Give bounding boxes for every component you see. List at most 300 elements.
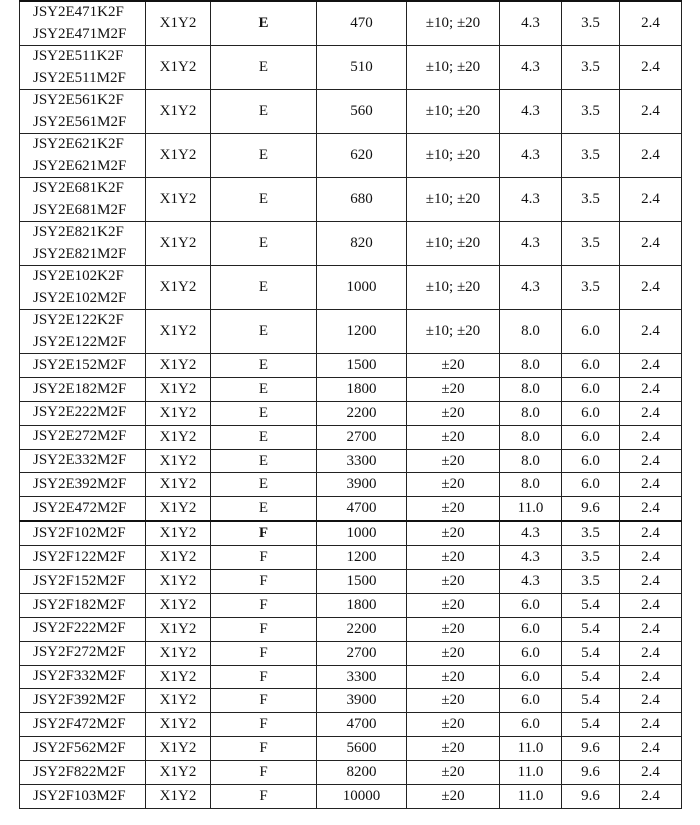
dimension-f-cell: 2.4 — [620, 593, 682, 617]
table-row — [20, 737, 682, 761]
model-number: JSY2E681M2F — [33, 201, 127, 218]
model-number-cell — [20, 473, 146, 497]
code-cell — [211, 425, 317, 449]
model-number: JSY2F272M2F — [33, 644, 126, 661]
dimension-d-cell: 4.3 — [500, 266, 562, 310]
code-cell — [211, 401, 317, 425]
code-letter: E — [258, 323, 269, 339]
tolerance-cell: ±20 — [407, 401, 500, 425]
tolerance-cell: ±10; ±20 — [407, 90, 500, 134]
class-cell: X1Y2 — [146, 1, 211, 46]
model-number-cell — [20, 90, 146, 134]
model-number-cell — [20, 497, 146, 521]
code-cell — [211, 1, 317, 46]
model-number: JSY2E561K2F — [33, 92, 124, 108]
class-cell: X1Y2 — [146, 497, 211, 521]
code-letter: F — [259, 692, 268, 709]
capacitance-cell: 560 — [317, 90, 407, 134]
tolerance-cell: ±20 — [407, 546, 500, 570]
dimension-d-cell: 8.0 — [500, 354, 562, 378]
class-cell: X1Y2 — [146, 713, 211, 737]
code-letter: F — [258, 525, 269, 542]
dimension-f-cell: 2.4 — [620, 617, 682, 641]
dimension-d-cell: 4.3 — [500, 546, 562, 570]
class-cell: X1Y2 — [146, 473, 211, 497]
dimension-d-cell: 4.3 — [500, 134, 562, 178]
capacitance-cell: 1500 — [317, 354, 407, 378]
dimension-f-cell: 2.4 — [620, 737, 682, 761]
model-number-cell — [20, 546, 146, 570]
capacitance-cell: 2700 — [317, 641, 407, 665]
model-number-cell — [20, 266, 146, 310]
table-row — [20, 1, 682, 46]
model-number: JSY2E102M2F — [33, 289, 127, 306]
code-letter: E — [258, 279, 269, 295]
dimension-e-cell: 3.5 — [562, 222, 620, 266]
table-row — [20, 90, 682, 134]
model-number: JSY2E392M2F — [33, 476, 127, 493]
code-cell — [211, 641, 317, 665]
code-letter: E — [258, 356, 269, 373]
code-letter: E — [258, 452, 269, 469]
class-cell: X1Y2 — [146, 521, 211, 545]
dimension-e-cell: 5.4 — [562, 665, 620, 689]
dimension-f-cell: 2.4 — [620, 689, 682, 713]
dimension-d-cell: 4.3 — [500, 178, 562, 222]
code-cell — [211, 134, 317, 178]
model-number: JSY2E471K2F — [33, 4, 124, 20]
tolerance-cell: ±20 — [407, 497, 500, 521]
class-cell: X1Y2 — [146, 46, 211, 90]
code-letter: E — [258, 476, 269, 493]
dimension-e-cell: 9.6 — [562, 737, 620, 761]
dimension-d-cell: 6.0 — [500, 641, 562, 665]
code-cell — [211, 713, 317, 737]
capacitance-cell: 10000 — [317, 785, 407, 809]
dimension-d-cell: 4.3 — [500, 90, 562, 134]
capacitance-cell: 1000 — [317, 521, 407, 545]
model-number: JSY2F822M2F — [33, 763, 126, 780]
capacitance-cell: 1800 — [317, 377, 407, 401]
model-number-cell — [20, 689, 146, 713]
dimension-d-cell: 11.0 — [500, 785, 562, 809]
code-letter: F — [259, 644, 268, 661]
dimension-e-cell: 6.0 — [562, 401, 620, 425]
capacitance-cell: 3900 — [317, 473, 407, 497]
table-row — [20, 785, 682, 809]
capacitor-spec-table — [19, 0, 682, 809]
code-cell — [211, 497, 317, 521]
dimension-d-cell: 11.0 — [500, 497, 562, 521]
dimension-d-cell: 6.0 — [500, 665, 562, 689]
model-number: JSY2F103M2F — [33, 787, 126, 804]
dimension-f-cell: 2.4 — [620, 377, 682, 401]
dimension-f-cell: 2.4 — [620, 665, 682, 689]
class-cell: X1Y2 — [146, 134, 211, 178]
dimension-d-cell: 4.3 — [500, 570, 562, 594]
model-number: JSY2F472M2F — [33, 716, 126, 733]
code-cell — [211, 546, 317, 570]
class-cell: X1Y2 — [146, 377, 211, 401]
code-letter: F — [259, 764, 268, 781]
model-number: JSY2E222M2F — [33, 404, 127, 421]
capacitance-cell: 2700 — [317, 425, 407, 449]
capacitance-cell: 3900 — [317, 689, 407, 713]
class-cell: X1Y2 — [146, 449, 211, 473]
table-row — [20, 354, 682, 378]
table-row — [20, 425, 682, 449]
class-cell: X1Y2 — [146, 354, 211, 378]
dimension-f-cell: 2.4 — [620, 713, 682, 737]
dimension-f-cell: 2.4 — [620, 570, 682, 594]
tolerance-cell: ±10; ±20 — [407, 134, 500, 178]
capacitance-cell: 5600 — [317, 737, 407, 761]
capacitance-cell: 620 — [317, 134, 407, 178]
code-cell — [211, 737, 317, 761]
model-number-cell — [20, 617, 146, 641]
code-letter: E — [258, 500, 269, 517]
tolerance-cell: ±20 — [407, 473, 500, 497]
model-number-cell — [20, 761, 146, 785]
capacitance-cell: 510 — [317, 46, 407, 90]
table-row — [20, 665, 682, 689]
tolerance-cell: ±20 — [407, 377, 500, 401]
dimension-d-cell: 4.3 — [500, 46, 562, 90]
model-number: JSY2F182M2F — [33, 596, 126, 613]
dimension-e-cell: 6.0 — [562, 449, 620, 473]
dimension-f-cell: 2.4 — [620, 521, 682, 545]
model-number: JSY2F332M2F — [33, 668, 126, 685]
code-cell — [211, 178, 317, 222]
dimension-e-cell: 5.4 — [562, 689, 620, 713]
dimension-e-cell: 5.4 — [562, 641, 620, 665]
code-letter: E — [258, 404, 269, 421]
model-number: JSY2F152M2F — [33, 572, 126, 589]
code-letter: F — [259, 549, 268, 566]
dimension-e-cell: 6.0 — [562, 354, 620, 378]
tolerance-cell: ±20 — [407, 761, 500, 785]
class-cell: X1Y2 — [146, 310, 211, 354]
table-row — [20, 473, 682, 497]
tolerance-cell: ±20 — [407, 425, 500, 449]
model-number: JSY2E272M2F — [33, 428, 127, 445]
dimension-f-cell: 2.4 — [620, 178, 682, 222]
model-number-cell — [20, 310, 146, 354]
dimension-e-cell: 3.5 — [562, 546, 620, 570]
code-letter: F — [259, 572, 268, 589]
model-number: JSY2E332M2F — [33, 452, 127, 469]
table-row — [20, 134, 682, 178]
model-number: JSY2E472M2F — [33, 500, 127, 517]
dimension-f-cell: 2.4 — [620, 310, 682, 354]
model-number: JSY2F562M2F — [33, 739, 126, 756]
dimension-f-cell: 2.4 — [620, 401, 682, 425]
dimension-e-cell: 3.5 — [562, 1, 620, 46]
dimension-d-cell: 4.3 — [500, 521, 562, 545]
dimension-f-cell: 2.4 — [620, 449, 682, 473]
model-number: JSY2E122K2F — [33, 312, 124, 328]
dimension-f-cell: 2.4 — [620, 1, 682, 46]
model-number-cell — [20, 178, 146, 222]
tolerance-cell: ±10; ±20 — [407, 1, 500, 46]
model-number: JSY2E152M2F — [33, 356, 127, 373]
dimension-d-cell: 8.0 — [500, 425, 562, 449]
table-row — [20, 761, 682, 785]
class-cell: X1Y2 — [146, 689, 211, 713]
class-cell: X1Y2 — [146, 266, 211, 310]
code-letter: F — [259, 716, 268, 733]
code-cell — [211, 377, 317, 401]
code-cell — [211, 785, 317, 809]
model-number: JSY2F102M2F — [33, 524, 126, 541]
model-number: JSY2E621K2F — [33, 136, 124, 152]
model-number: JSY2E821K2F — [33, 224, 124, 240]
model-number: JSY2F222M2F — [33, 620, 126, 637]
code-cell — [211, 449, 317, 473]
model-number-cell — [20, 570, 146, 594]
dimension-e-cell: 9.6 — [562, 785, 620, 809]
code-letter: E — [258, 428, 269, 445]
code-cell — [211, 310, 317, 354]
model-number: JSY2E821M2F — [33, 245, 127, 262]
dimension-d-cell: 6.0 — [500, 713, 562, 737]
capacitance-cell: 4700 — [317, 713, 407, 737]
tolerance-cell: ±20 — [407, 354, 500, 378]
capacitance-cell: 1200 — [317, 546, 407, 570]
model-number: JSY2E182M2F — [33, 380, 127, 397]
tolerance-cell: ±10; ±20 — [407, 46, 500, 90]
dimension-f-cell: 2.4 — [620, 641, 682, 665]
tolerance-cell: ±20 — [407, 521, 500, 545]
code-letter: F — [259, 596, 268, 613]
dimension-e-cell: 3.5 — [562, 134, 620, 178]
dimension-e-cell: 3.5 — [562, 570, 620, 594]
model-number: JSY2E122M2F — [33, 333, 127, 350]
dimension-e-cell: 3.5 — [562, 90, 620, 134]
class-cell: X1Y2 — [146, 178, 211, 222]
tolerance-cell: ±10; ±20 — [407, 222, 500, 266]
tolerance-cell: ±20 — [407, 641, 500, 665]
code-letter: E — [258, 235, 269, 251]
table-row — [20, 641, 682, 665]
code-letter: F — [259, 787, 268, 804]
capacitance-cell: 1800 — [317, 593, 407, 617]
tolerance-cell: ±10; ±20 — [407, 266, 500, 310]
model-number-cell — [20, 401, 146, 425]
dimension-d-cell: 11.0 — [500, 737, 562, 761]
model-number: JSY2F122M2F — [33, 548, 126, 565]
model-number-cell — [20, 354, 146, 378]
dimension-e-cell: 3.5 — [562, 521, 620, 545]
tolerance-cell: ±20 — [407, 713, 500, 737]
code-cell — [211, 665, 317, 689]
code-letter: E — [258, 15, 269, 31]
capacitance-cell: 8200 — [317, 761, 407, 785]
capacitance-cell: 1000 — [317, 266, 407, 310]
dimension-d-cell: 8.0 — [500, 473, 562, 497]
dimension-e-cell: 3.5 — [562, 266, 620, 310]
model-number-cell — [20, 377, 146, 401]
table-row — [20, 178, 682, 222]
table-row — [20, 310, 682, 354]
table-row — [20, 617, 682, 641]
model-number: JSY2E102K2F — [33, 268, 124, 284]
table-row — [20, 46, 682, 90]
capacitance-cell: 470 — [317, 1, 407, 46]
dimension-d-cell: 6.0 — [500, 689, 562, 713]
code-cell — [211, 46, 317, 90]
class-cell: X1Y2 — [146, 570, 211, 594]
dimension-d-cell: 8.0 — [500, 310, 562, 354]
class-cell: X1Y2 — [146, 665, 211, 689]
table-row — [20, 401, 682, 425]
tolerance-cell: ±20 — [407, 737, 500, 761]
model-number: JSY2F392M2F — [33, 692, 126, 709]
dimension-f-cell: 2.4 — [620, 134, 682, 178]
class-cell: X1Y2 — [146, 641, 211, 665]
code-letter: E — [258, 380, 269, 397]
class-cell: X1Y2 — [146, 401, 211, 425]
code-cell — [211, 266, 317, 310]
table-row — [20, 449, 682, 473]
model-number-cell — [20, 1, 146, 46]
model-number-cell — [20, 425, 146, 449]
dimension-e-cell: 5.4 — [562, 617, 620, 641]
capacitance-cell: 3300 — [317, 449, 407, 473]
table-row — [20, 222, 682, 266]
capacitance-cell: 3300 — [317, 665, 407, 689]
tolerance-cell: ±20 — [407, 785, 500, 809]
class-cell: X1Y2 — [146, 761, 211, 785]
code-letter: E — [258, 103, 269, 119]
model-number: JSY2E621M2F — [33, 157, 127, 174]
capacitance-cell: 4700 — [317, 497, 407, 521]
model-number: JSY2E511M2F — [33, 69, 126, 86]
code-cell — [211, 473, 317, 497]
class-cell: X1Y2 — [146, 90, 211, 134]
dimension-f-cell: 2.4 — [620, 222, 682, 266]
code-cell — [211, 689, 317, 713]
dimension-e-cell: 6.0 — [562, 310, 620, 354]
model-number: JSY2E511K2F — [33, 48, 124, 64]
tolerance-cell: ±20 — [407, 570, 500, 594]
dimension-e-cell: 6.0 — [562, 473, 620, 497]
model-number-cell — [20, 134, 146, 178]
model-number-cell — [20, 521, 146, 545]
capacitance-cell: 1500 — [317, 570, 407, 594]
tolerance-cell: ±20 — [407, 593, 500, 617]
class-cell: X1Y2 — [146, 222, 211, 266]
capacitance-cell: 680 — [317, 178, 407, 222]
code-cell — [211, 570, 317, 594]
code-cell — [211, 90, 317, 134]
tolerance-cell: ±20 — [407, 449, 500, 473]
dimension-d-cell: 6.0 — [500, 617, 562, 641]
table-body — [20, 1, 682, 808]
class-cell: X1Y2 — [146, 617, 211, 641]
dimension-e-cell: 5.4 — [562, 593, 620, 617]
dimension-f-cell: 2.4 — [620, 473, 682, 497]
dimension-e-cell: 6.0 — [562, 377, 620, 401]
dimension-f-cell: 2.4 — [620, 497, 682, 521]
model-number: JSY2E681K2F — [33, 180, 124, 196]
dimension-f-cell: 2.4 — [620, 761, 682, 785]
table-row — [20, 497, 682, 521]
capacitance-cell: 820 — [317, 222, 407, 266]
dimension-d-cell: 8.0 — [500, 449, 562, 473]
capacitance-cell: 2200 — [317, 617, 407, 641]
dimension-f-cell: 2.4 — [620, 90, 682, 134]
model-number-cell — [20, 737, 146, 761]
table-row — [20, 377, 682, 401]
dimension-f-cell: 2.4 — [620, 425, 682, 449]
model-number-cell — [20, 785, 146, 809]
code-letter: F — [259, 668, 268, 685]
code-letter: F — [259, 740, 268, 757]
model-number: JSY2E561M2F — [33, 113, 127, 130]
dimension-f-cell: 2.4 — [620, 785, 682, 809]
capacitance-cell: 1200 — [317, 310, 407, 354]
class-cell: X1Y2 — [146, 425, 211, 449]
dimension-d-cell: 4.3 — [500, 222, 562, 266]
class-cell: X1Y2 — [146, 737, 211, 761]
table-row — [20, 689, 682, 713]
code-cell — [211, 761, 317, 785]
code-cell — [211, 593, 317, 617]
dimension-d-cell: 6.0 — [500, 593, 562, 617]
table-row — [20, 266, 682, 310]
code-cell — [211, 617, 317, 641]
dimension-f-cell: 2.4 — [620, 46, 682, 90]
table-row — [20, 713, 682, 737]
class-cell: X1Y2 — [146, 593, 211, 617]
dimension-d-cell: 8.0 — [500, 401, 562, 425]
tolerance-cell: ±20 — [407, 665, 500, 689]
tolerance-cell: ±20 — [407, 689, 500, 713]
dimension-d-cell: 11.0 — [500, 761, 562, 785]
table-row — [20, 521, 682, 545]
dimension-e-cell: 5.4 — [562, 713, 620, 737]
dimension-e-cell: 6.0 — [562, 425, 620, 449]
model-number-cell — [20, 665, 146, 689]
model-number-cell — [20, 593, 146, 617]
dimension-f-cell: 2.4 — [620, 546, 682, 570]
dimension-f-cell: 2.4 — [620, 354, 682, 378]
code-letter: F — [259, 620, 268, 637]
table-row — [20, 593, 682, 617]
code-cell — [211, 222, 317, 266]
code-letter: E — [258, 59, 269, 75]
model-number-cell — [20, 641, 146, 665]
table-row — [20, 546, 682, 570]
dimension-f-cell: 2.4 — [620, 266, 682, 310]
code-cell — [211, 521, 317, 545]
code-letter: E — [258, 147, 269, 163]
model-number-cell — [20, 46, 146, 90]
dimension-d-cell: 4.3 — [500, 1, 562, 46]
code-cell — [211, 354, 317, 378]
tolerance-cell: ±10; ±20 — [407, 310, 500, 354]
dimension-e-cell: 9.6 — [562, 761, 620, 785]
tolerance-cell: ±20 — [407, 617, 500, 641]
dimension-d-cell: 8.0 — [500, 377, 562, 401]
dimension-e-cell: 3.5 — [562, 46, 620, 90]
model-number-cell — [20, 222, 146, 266]
code-letter: E — [258, 191, 269, 207]
dimension-e-cell: 9.6 — [562, 497, 620, 521]
table-row — [20, 570, 682, 594]
capacitance-cell: 2200 — [317, 401, 407, 425]
